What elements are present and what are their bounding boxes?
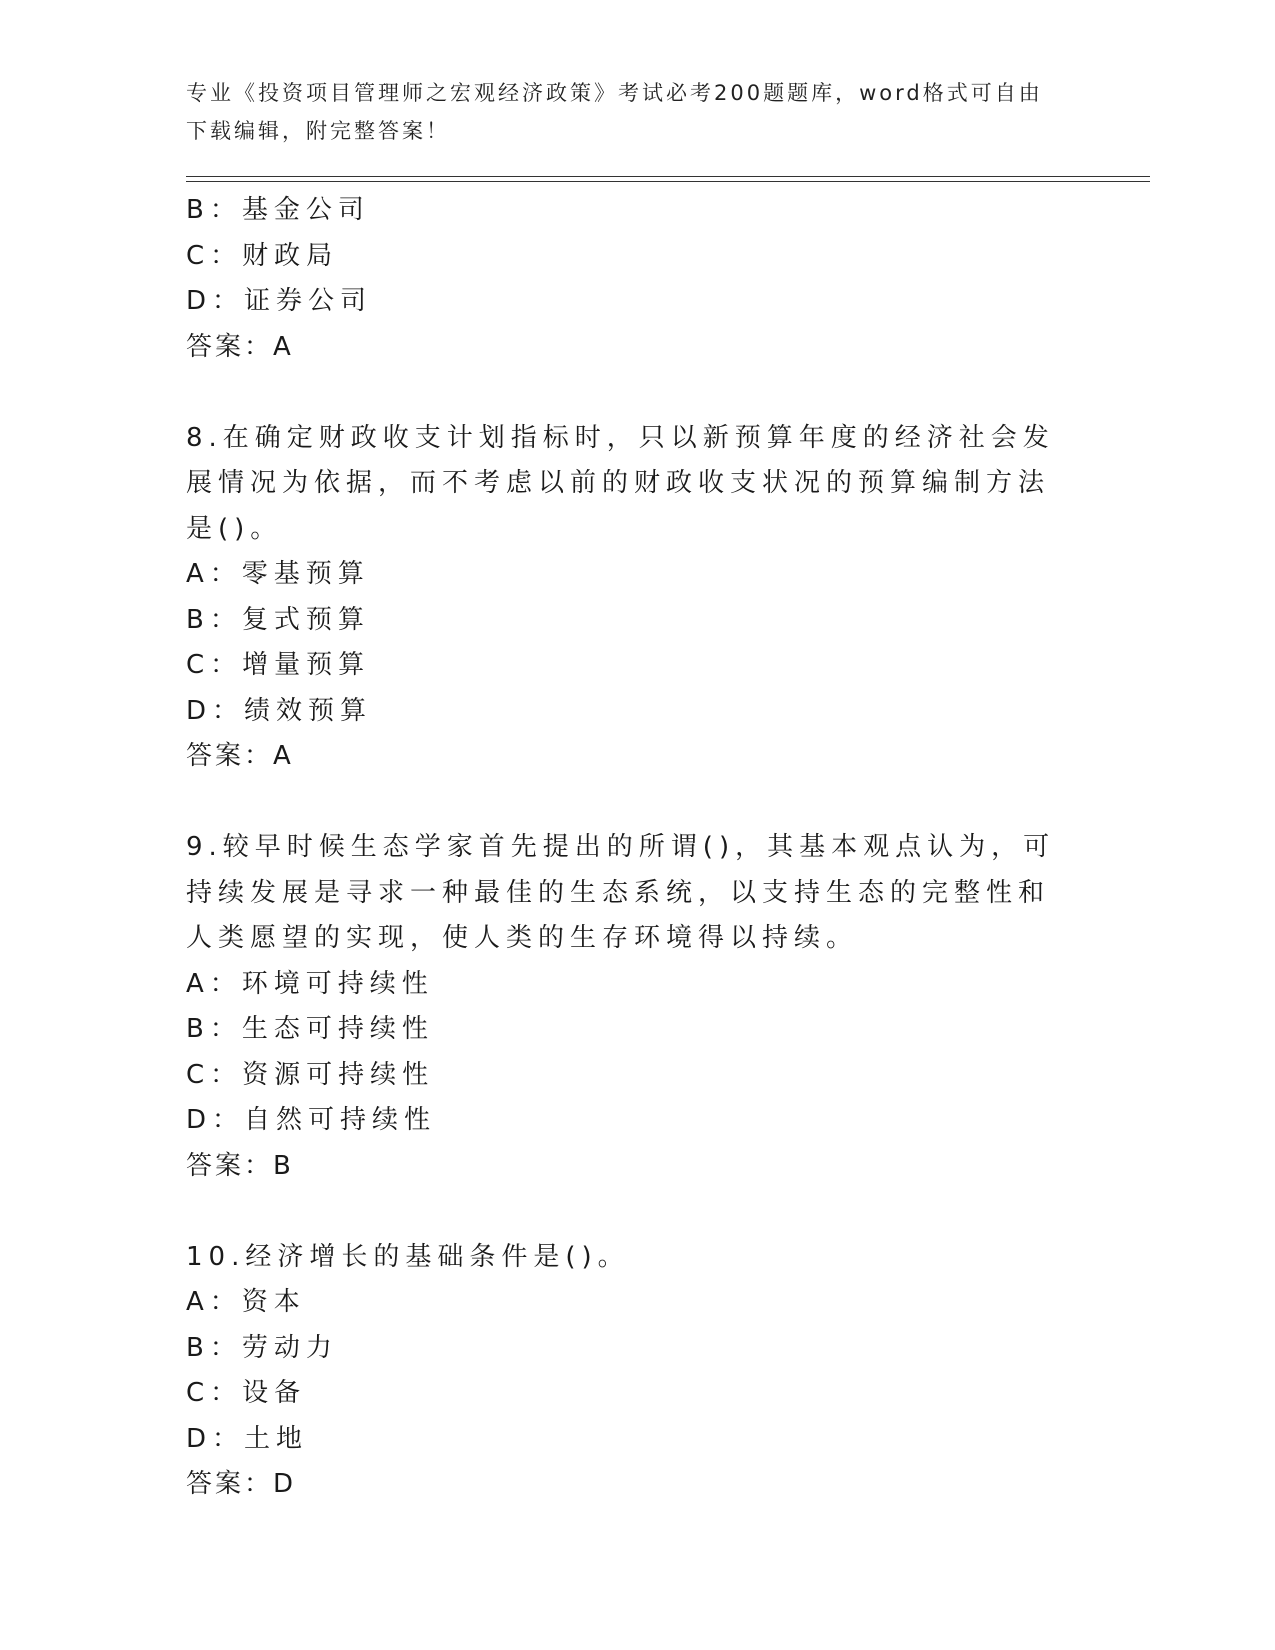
header-divider-top <box>186 176 1150 177</box>
header-divider-bottom <box>186 181 1150 182</box>
option-key: A： <box>186 559 242 589</box>
option-b <box>186 1326 1086 1372</box>
spacer <box>186 1189 1086 1235</box>
option-key: B： <box>186 1014 242 1044</box>
question-10 <box>186 1235 1086 1508</box>
option-text: 证券公司 <box>244 286 373 316</box>
option-a <box>186 1280 1086 1326</box>
spacer <box>186 780 1086 826</box>
option-key: C： <box>186 1378 243 1408</box>
question-7-continuation <box>186 188 1086 370</box>
answer-line: 答案：D <box>186 1469 297 1499</box>
answer-line: 答案：A <box>186 331 294 362</box>
option-key: C： <box>186 650 243 680</box>
option-c <box>186 1371 1086 1417</box>
option-key: B： <box>186 604 242 635</box>
question-text: 9.较早时候生态学家首先提出的所谓()，其基本观点认为，可持续发展是寻求一种最佳的生态系统，以支持生态的完整性和人类愿望的实现，使人类的生存环境得以持续。 <box>186 832 1056 953</box>
option-text: 复式预算 <box>241 604 370 635</box>
option-key: B： <box>186 1332 242 1363</box>
option-key: C： <box>186 240 243 271</box>
option-key: D： <box>186 695 245 726</box>
answer-line: 答案：B <box>186 1150 294 1181</box>
option-text: 增量预算 <box>242 650 371 680</box>
spacer <box>186 370 1086 416</box>
question-text: 8.在确定财政收支计划指标时，只以新预算年度的经济社会发展情况为依据，而不考虑以前的财政收支状况的预算编制方法是()。 <box>186 422 1055 544</box>
option-d <box>186 1417 1086 1463</box>
option-b <box>186 188 1086 234</box>
option-key: D： <box>186 1423 245 1454</box>
option-text: 设备 <box>242 1378 307 1408</box>
option-key: C： <box>186 1059 243 1090</box>
option-d <box>186 689 1086 735</box>
option-b <box>186 1007 1086 1053</box>
option-text: 生态可持续性 <box>241 1014 434 1044</box>
option-text: 资源可持续性 <box>242 1059 435 1090</box>
question-8 <box>186 416 1086 780</box>
option-text: 土地 <box>244 1423 309 1454</box>
option-text: 零基预算 <box>241 559 370 589</box>
option-c <box>186 1053 1086 1099</box>
option-text: 环境可持续性 <box>241 968 434 999</box>
answer-line: 答案：A <box>186 741 294 771</box>
option-key: D： <box>186 1105 245 1135</box>
option-key: B： <box>186 195 242 225</box>
document-header: 专业《投资项目管理师之宏观经济政策》考试必考200题题库，word格式可自由下载编辑，附完整答案！ <box>186 81 1043 143</box>
question-list <box>186 188 1086 1508</box>
option-text: 财政局 <box>242 240 339 271</box>
option-key: A： <box>186 968 242 999</box>
option-text: 绩效预算 <box>244 695 373 726</box>
option-key: D： <box>186 286 245 316</box>
option-key: A： <box>186 1287 242 1317</box>
question-text: 10.经济增长的基础条件是()。 <box>186 1241 630 1272</box>
option-c <box>186 643 1086 689</box>
option-text: 基金公司 <box>241 195 370 225</box>
option-d <box>186 279 1086 325</box>
option-text: 劳动力 <box>241 1332 338 1363</box>
option-text: 自然可持续性 <box>244 1105 437 1135</box>
question-9 <box>186 825 1086 1189</box>
option-a <box>186 962 1086 1008</box>
option-a <box>186 552 1086 598</box>
option-c <box>186 234 1086 280</box>
option-b <box>186 598 1086 644</box>
option-d <box>186 1098 1086 1144</box>
option-text: 资本 <box>241 1287 306 1317</box>
